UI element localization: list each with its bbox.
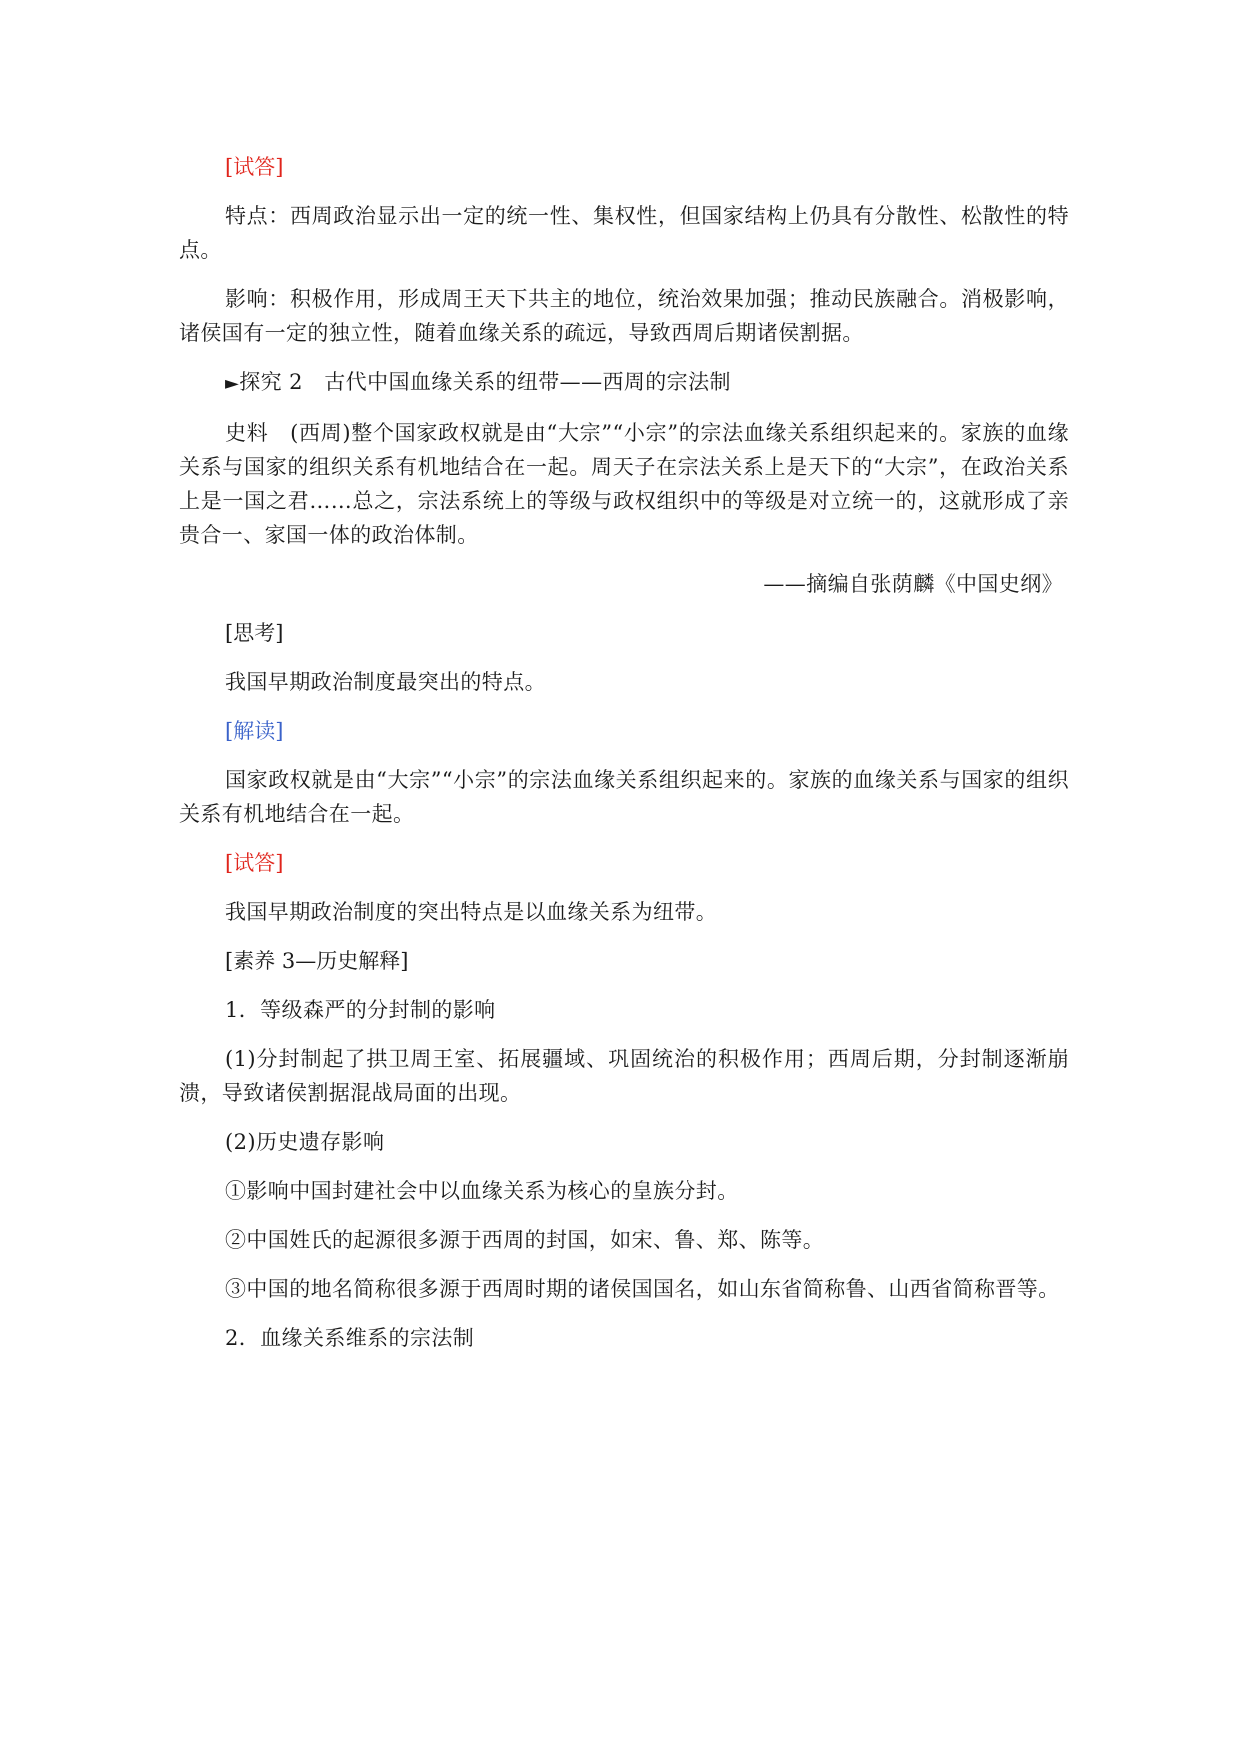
literacy-tag: [素养 3—历史解释]: [225, 949, 409, 973]
think-tag: [思考]: [225, 621, 284, 645]
interpret-paragraph: 国家政权就是由“大宗”“小宗”的宗法血缘关系组织起来的。家族的血缘关系与国家的组织关系有机地结合在一起。: [179, 768, 1069, 826]
explore-title: 探究 2 古代中国血缘关系的纽带——西周的宗法制: [239, 370, 731, 394]
source-paragraph: 史料 (西周)整个国家政权就是由“大宗”“小宗”的宗法血缘关系组织起来的。家族的血缘关系与国家的组织关系有机地结合在一起。周天子在宗法关系上是天下的“大宗”，在政治关系上是一国之君……总之，宗法系统上的等级与政权组织中的等级是对立统一的，这就形成了亲贵合一、家国一体的政治体制。: [179, 421, 1069, 547]
list-item-1-2: (2)历史遗存影响: [225, 1130, 385, 1154]
list-item-1: 1．等级森严的分封制的影响: [225, 998, 496, 1022]
list-item-a: ①影响中国封建社会中以血缘关系为核心的皇族分封。: [225, 1179, 739, 1203]
document-body: [179, 150, 1069, 1370]
try-answer-tag-2: [试答]: [225, 851, 284, 875]
citation: ——摘编自张荫麟《中国史纲》: [763, 572, 1063, 596]
explore-heading: [179, 365, 1069, 401]
feature-paragraph: 特点：西周政治显示出一定的统一性、集权性，但国家结构上仍具有分散性、松散性的特点。: [179, 204, 1069, 262]
list-item-c: ③中国的地名简称很多源于西周时期的诸侯国国名，如山东省简称鲁、山西省简称晋等。: [225, 1277, 1060, 1301]
triangle-icon: ►: [225, 373, 240, 394]
list-item-2: 2．血缘关系维系的宗法制: [225, 1326, 475, 1350]
question-paragraph: 我国早期政治制度最突出的特点。: [225, 670, 546, 694]
influence-paragraph: 影响：积极作用，形成周王天下共主的地位，统治效果加强；推动民族融合。消极影响，诸侯国有一定的独立性，随着血缘关系的疏远，导致西周后期诸侯割据。: [179, 287, 1069, 345]
answer-paragraph: 我国早期政治制度的突出特点是以血缘关系为纽带。: [225, 900, 718, 924]
list-item-1-1: (1)分封制起了拱卫周王室、拓展疆域、巩固统治的积极作用；西周后期，分封制逐渐崩溃，导致诸侯割据混战局面的出现。: [179, 1047, 1069, 1105]
list-item-b: ②中国姓氏的起源很多源于西周的封国，如宋、鲁、郑、陈等。: [225, 1228, 825, 1252]
interpret-tag: [解读]: [225, 719, 284, 743]
try-answer-tag: [试答]: [225, 155, 284, 179]
